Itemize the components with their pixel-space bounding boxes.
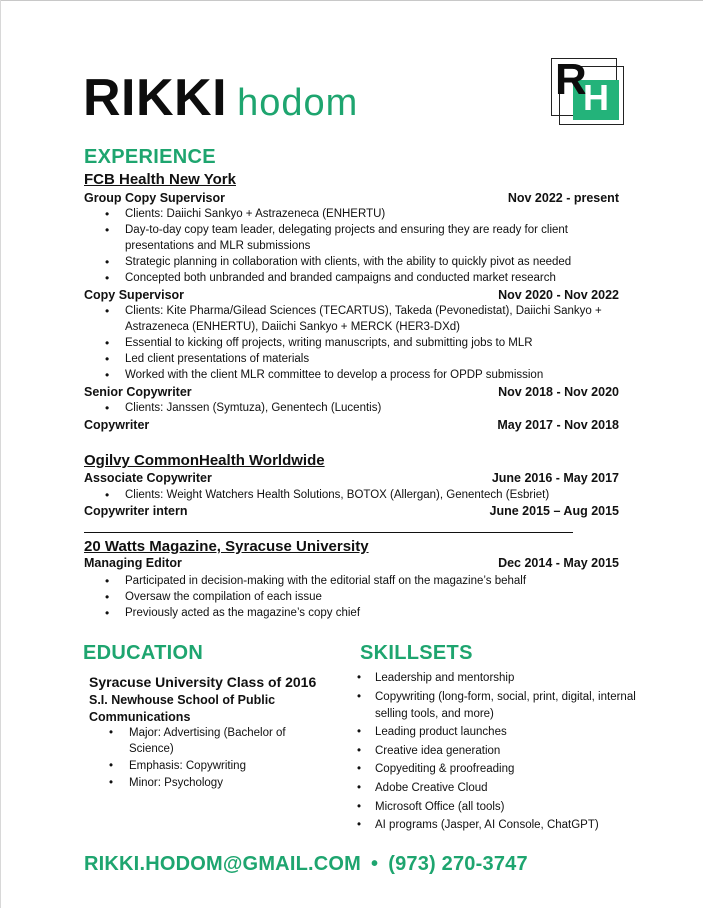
role-bullets [84,573,629,621]
list-item: • Oversaw the compilation of each issue [84,589,629,605]
company-20-watts: 20 Watts Magazine, Syracuse University [84,538,369,555]
section-divider [84,532,573,533]
list-item: • Clients: Janssen (Symtuza), Genentech (Lucentis) [84,400,629,416]
education-heading: EDUCATION [83,642,204,664]
role-dates: Dec 2014 - May 2015 [498,556,619,570]
list-item: • Clients: Weight Watchers Health Solutions, BOTOX (Allergan), Genentech (Esbriet) [84,487,629,503]
monogram-logo [551,55,623,124]
list-item: • Major: Advertising (Bachelor of Science) [89,725,329,757]
list-item: • Copywriting (long-form, social, print, digital, internal selling tools, and more) [357,689,637,723]
role-bullets [84,400,629,416]
role-title: Associate Copywriter [84,471,212,485]
first-name: RIKKI [83,69,228,127]
role-dates: June 2016 - May 2017 [491,471,619,485]
list-item: • Worked with the client MLR committee to develop a process for OPDP submission [84,367,629,383]
monogram-h: H [583,77,609,118]
list-item: • Copyediting & proofreading [357,761,637,778]
list-item: • Clients: Daiichi Sankyo + Astrazeneca (ENHERTU) [84,206,629,222]
role-bullets [84,303,629,383]
role-row [84,386,619,399]
list-item: • Leading product launches [357,724,637,741]
role-dates: Nov 2018 - Nov 2020 [498,385,619,399]
role-row [84,289,619,302]
contact-phone[interactable]: (973) 270-3747 [388,853,528,875]
role-row [84,192,619,205]
list-item: • Emphasis: Copywriting [89,758,329,774]
role-title: Copywriter [84,418,150,432]
role-row [84,557,619,570]
list-item: • Previously acted as the magazine’s copy chief [84,605,629,621]
list-item: • Led client presentations of materials [84,351,629,367]
company-fcb: FCB Health New York [84,171,236,188]
list-item: • Strategic planning in collaboration with clients, with the ability to quickly pivot as needed [84,254,629,270]
role-title: Senior Copywriter [84,385,192,399]
contact-separator: • [371,853,379,875]
role-dates: June 2015 – Aug 2015 [489,504,619,518]
resume-name [83,69,359,127]
list-item: • Participated in decision-making with the editorial staff on the magazine’s behalf [84,573,629,589]
role-title: Managing Editor [84,556,182,570]
company-ogilvy: Ogilvy CommonHealth Worldwide [84,452,325,469]
last-name: hodom [237,82,359,124]
education-school: Syracuse University Class of 2016 [89,674,317,690]
list-item: • AI programs (Jasper, AI Console, ChatGPT) [357,817,637,834]
monogram-r: R [555,55,587,104]
list-item: • Adobe Creative Cloud [357,780,637,797]
skillsets-heading: SKILLSETS [360,642,473,664]
role-row [84,472,619,485]
list-item: • Microsoft Office (all tools) [357,799,637,816]
list-item: • Day-to-day copy team leader, delegating projects and ensuring they are ready for client presentations and MLR submissions [84,222,629,254]
role-row [84,419,619,432]
list-item: • Essential to kicking off projects, writing manuscripts, and submitting jobs to MLR [84,335,629,351]
contact-email[interactable]: RIKKI.HODOM@GMAIL.COM [84,853,362,875]
education-bullets [89,725,329,792]
role-row [84,505,619,518]
contact-line [84,854,528,874]
role-dates: May 2017 - Nov 2018 [497,418,619,432]
experience-heading: EXPERIENCE [84,146,216,168]
list-item: • Leadership and mentorship [357,670,637,687]
page-edge-top [0,0,703,1]
list-item: • Clients: Kite Pharma/Gilead Sciences (TECARTUS), Takeda (Pevonedistat), Daiichi Sankyo + Astrazeneca (ENHERTU), Daiichi Sankyo + MERCK (HER3-DXd) [84,303,629,335]
role-title: Group Copy Supervisor [84,191,225,205]
role-bullets [84,487,629,503]
role-bullets [84,206,629,286]
role-title: Copywriter intern [84,504,188,518]
list-item: • Concepted both unbranded and branded campaigns and conducted market research [84,270,629,286]
education-sub-school: S.I. Newhouse School of Public Communications [89,693,276,724]
role-dates: Nov 2022 - present [507,191,619,205]
skills-list [357,670,637,836]
list-item: • Creative idea generation [357,743,637,760]
list-item: • Minor: Psychology [89,775,329,791]
role-dates: Nov 2020 - Nov 2022 [498,288,619,302]
page-edge-left [0,0,1,908]
role-title: Copy Supervisor [84,288,185,302]
